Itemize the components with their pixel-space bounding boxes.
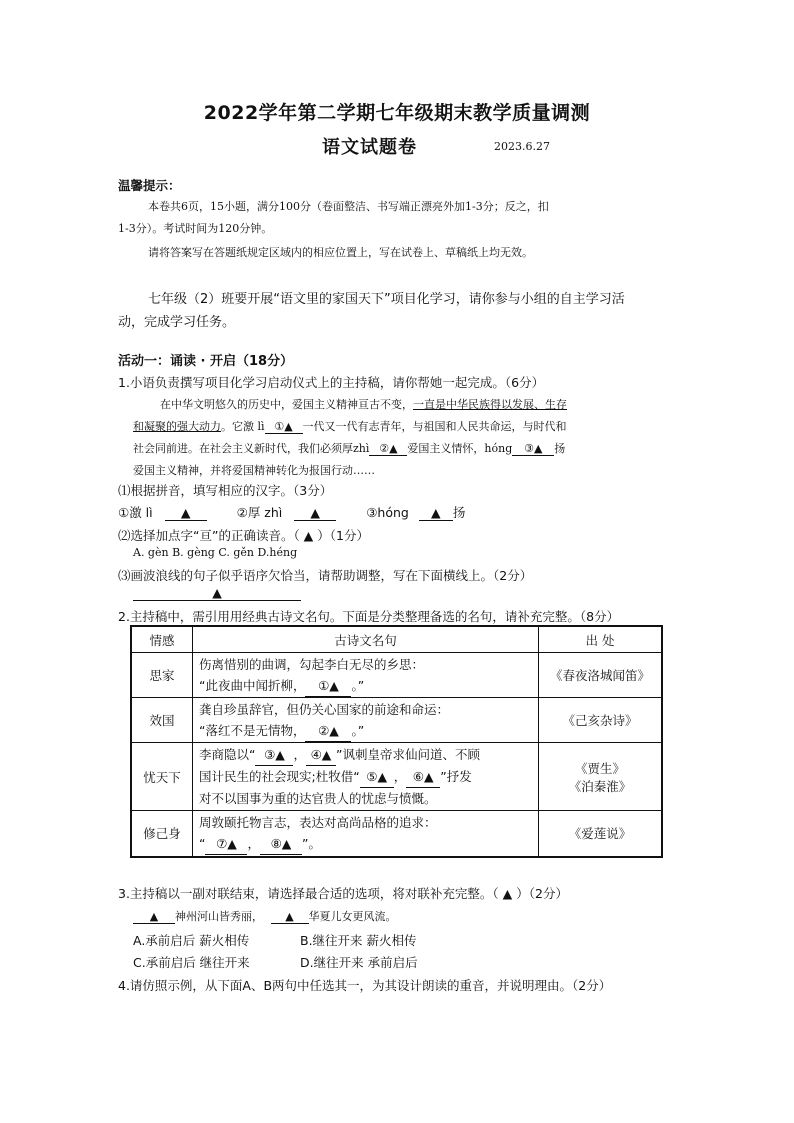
q3-option-b[interactable]: B.继往开来 薪火相传 (300, 933, 417, 948)
row-verse (193, 653, 539, 698)
verse-text: ， (393, 769, 407, 784)
verse-text: ”。 (302, 835, 321, 851)
table-row (131, 743, 662, 811)
q1-passage-line-2 (133, 418, 567, 434)
q1-sub-2: ⑵选择加点字“亘”的正确读音。（ ▲ ）（1分） (118, 528, 369, 543)
table-header-row (131, 626, 662, 653)
q1-passage-line-3 (133, 440, 565, 456)
verse-text: ”抒发 (440, 769, 472, 784)
q1-sub-3-answer-line[interactable]: ▲ (133, 585, 301, 601)
couplet-text: 华夏儿女更风流。 (308, 910, 397, 923)
intro-line-1: 七年级（2）班要开展“语文里的家国天下”项目化学习，请你参与小组的自主学习活 (148, 292, 625, 307)
poem-blank-2[interactable]: ②▲ (305, 720, 351, 742)
notice-line-3: 请将答案写在答题纸规定区域内的相应位置上，写在试卷上、草稿纸上均无效。 (148, 246, 533, 259)
q1-passage-underlined: 和凝聚的强大动力 (133, 420, 221, 433)
source-title: 《泊秦淮》 (568, 778, 632, 794)
q1-sub-3: ⑶画波浪线的句子似乎语序欠恰当，请帮助调整，写在下面横线上。（2分） (118, 568, 533, 583)
answer-blank-2[interactable]: ▲ (294, 505, 336, 521)
poem-table (130, 625, 663, 858)
table-row (131, 653, 662, 698)
q3-option-c[interactable]: C.承前启后 继往开来 (133, 955, 250, 970)
verse-line (199, 833, 532, 855)
column-header-source: 出 处 (539, 626, 663, 653)
q1-sub-1-answers (118, 503, 465, 521)
answer-blank-3[interactable]: ▲ (419, 505, 453, 521)
row-source: 《爱莲说》 (539, 811, 663, 857)
answer-label-1: ①激 lì (118, 505, 153, 520)
q1-passage-text: 。它激 lì (221, 420, 265, 433)
table-row (131, 811, 662, 857)
q1-passage-line-4: 爱国主义精神，并将爱国精神转化为报国行动…… (133, 464, 375, 477)
poem-blank-4[interactable]: ④▲ (306, 744, 336, 766)
poem-blank-7[interactable]: ⑦▲ (205, 833, 247, 855)
verse-text: “ (199, 835, 206, 851)
q1-passage-text: 在中华文明悠久的历史中，爱国主义精神亘古不变， (160, 398, 413, 411)
row-verse (193, 698, 539, 743)
poem-blank-5[interactable]: ⑤▲ (360, 766, 394, 788)
poem-blank-3[interactable]: ③▲ (255, 744, 293, 766)
table-row (131, 698, 662, 743)
answer-label-3: ③hóng (366, 505, 409, 520)
q2-stem: 2.主持稿中，需引用用经典古诗文名句。下面是分类整理备选的名句，请补充完整。（8分） (118, 609, 620, 624)
verse-text: ， (293, 747, 306, 762)
couplet-blank-1[interactable]: ▲ (133, 910, 175, 924)
q1-sub-2-options: A. gèn B. gèng C. gěn D.héng (133, 546, 298, 559)
q3-couplet (133, 908, 397, 924)
verse-line (199, 675, 532, 697)
activity-1-heading: 活动一：诵读 · 开启（18分） (118, 354, 294, 369)
q1-passage-text: 社会同前进。在社会主义新时代，我们必须厚zhì (133, 442, 370, 455)
column-header-verse: 古诗文名句 (193, 626, 539, 653)
verse-text: “此夜曲中闻折柳， (199, 677, 306, 693)
poem-blank-6[interactable]: ⑥▲ (406, 766, 440, 788)
q3-option-d[interactable]: D.继往开来 承前启后 (300, 955, 418, 970)
notice-heading: 温馨提示： (118, 178, 181, 193)
q1-passage-text: 爱国主义情怀，hóng (407, 442, 513, 455)
source-title: 《贾生》 (574, 760, 625, 776)
notice-line-1: 本卷共6页，15小题，满分100分（卷面整洁、书写端正漂亮外加1-3分；反之，扣 (148, 200, 549, 213)
row-category: 效国 (131, 698, 193, 743)
verse-text: “落红不是无情物， (199, 722, 306, 738)
column-header-emotion: 情感 (131, 626, 193, 653)
blank-2[interactable]: ②▲ (369, 442, 407, 456)
row-category: 修己身 (131, 811, 193, 857)
verse-text: 。” (351, 677, 365, 693)
intro-line-2: 动，完成学习任务。 (118, 315, 236, 330)
exam-date: 2023.6.27 (494, 140, 550, 153)
couplet-text: 神州河山皆秀丽， (175, 910, 263, 923)
verse-line (199, 744, 532, 766)
q1-passage-text: 扬 (554, 442, 566, 455)
row-verse (193, 811, 539, 857)
verse-intro: 龚自珍虽辞官，但仍关心国家的前途和命运： (199, 701, 450, 717)
verse-text: ”讽刺皇帝求仙问道、不顾 (336, 747, 480, 762)
notice-line-2: 1-3分）。考试时间为120分钟。 (118, 222, 273, 235)
verse-line: 对不以国事为重的达官贵人的忧虑与愤慨。 (199, 791, 437, 806)
blank-1[interactable]: ①▲ (265, 420, 303, 434)
verse-intro: 伤离惜别的曲调，勾起李白无尽的乡思： (199, 656, 425, 672)
q4-stem: 4.请仿照示例，从下面A、B两句中任选其一，为其设计朗读的重音，并说明理由。（2分） (118, 978, 612, 993)
verse-intro: 周敦颐托物言志，表达对高尚品格的追求： (199, 814, 437, 830)
row-source: 《己亥杂诗》 (539, 698, 663, 743)
row-category: 忧天下 (131, 743, 193, 811)
verse-line (199, 766, 532, 788)
answer-label-3-end: 扬 (452, 505, 466, 520)
q3-stem: 3.主持稿以一副对联结束，请选择最合适的选项，将对联补充完整。（ ▲ ）（2分） (118, 886, 568, 901)
verse-text: 。” (351, 722, 365, 738)
exam-subtitle: 语文试题卷 (322, 137, 417, 158)
couplet-blank-2[interactable]: ▲ (271, 910, 309, 924)
blank-3[interactable]: ③▲ (512, 442, 554, 456)
verse-line (199, 720, 532, 742)
row-category: 思家 (131, 653, 193, 698)
exam-title: 2022学年第二学期七年级期末教学质量调测 (203, 102, 591, 124)
answer-label-2: ②厚 zhì (236, 505, 283, 520)
q1-passage-underlined: 一直是中华民族得以发展、生存 (413, 398, 567, 411)
q1-passage-line-1 (160, 396, 567, 412)
row-verse (193, 743, 539, 811)
row-source: 《春夜洛城闻笛》 (539, 653, 663, 698)
q1-sub-1: ⑴根据拼音，填写相应的汉字。（3分） (118, 483, 333, 498)
verse-text: 李商隐以“ (199, 747, 256, 762)
verse-text: ， (247, 835, 260, 851)
q3-option-a[interactable]: A.承前启后 薪火相传 (133, 933, 250, 948)
q1-passage-text: 一代又一代有志青年，与祖国和人民共命运，与时代和 (302, 420, 567, 433)
row-source (539, 743, 663, 811)
verse-text: 国计民生的社会现实;杜牧借“ (199, 769, 360, 784)
poem-blank-1[interactable]: ①▲ (305, 675, 351, 697)
poem-blank-8[interactable]: ⑧▲ (260, 833, 302, 855)
answer-blank-1[interactable]: ▲ (165, 505, 207, 521)
q1-stem: 1.小语负责撰写项目化学习启动仪式上的主持稿，请你帮她一起完成。（6分） (118, 375, 545, 390)
